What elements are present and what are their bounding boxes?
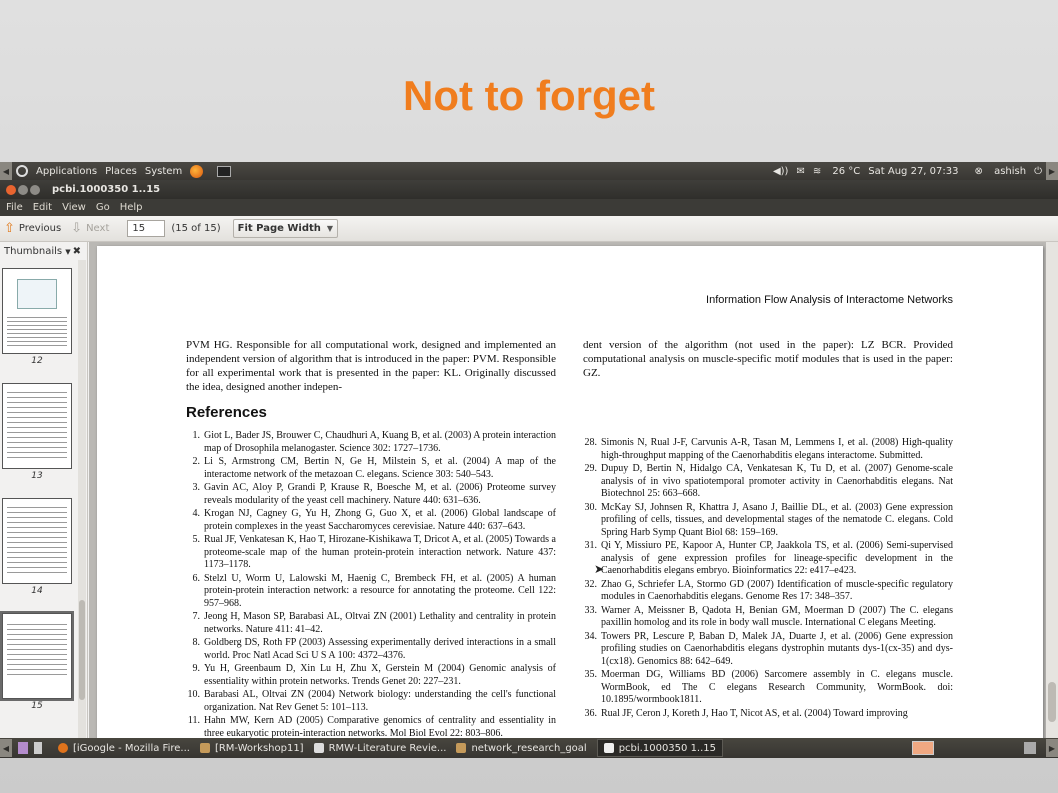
reference-item	[583, 708, 953, 721]
sidebar-scrollbar[interactable]	[78, 260, 86, 738]
next-label: Next	[86, 223, 110, 234]
window-title: pcbi.1000350 1..15	[52, 184, 161, 195]
panel-left-arrow-icon[interactable]: ◀	[0, 162, 12, 180]
thumbnail-page-14[interactable]	[2, 498, 72, 596]
menu-applications[interactable]: Applications	[36, 165, 98, 177]
thumbnail-label: 14	[31, 586, 43, 596]
task-rm-workshop[interactable]	[200, 743, 304, 754]
task-literature-review[interactable]	[314, 743, 447, 754]
mail-icon[interactable]: ✉	[796, 165, 805, 177]
ref-number: 6.	[192, 572, 200, 584]
ref-text: Goldberg DS, Roth FP (2003) Assessing experimentally derived interactions in a small world. Proc Natl Acad Sci U S A 100: 4372–4376.	[204, 637, 556, 661]
close-icon[interactable]: ✖	[72, 245, 81, 257]
contributions-paragraph-right: dent version of the algorithm (not used in the paper): LZ BCR. Provided computational analysis on muscle-specific motif modules that is used in the paper: GZ.	[583, 339, 953, 379]
ref-number: 32.	[584, 578, 597, 590]
mouse-cursor-icon: ➤	[594, 562, 605, 576]
ref-text: Li S, Armstrong CM, Bertin N, Ge H, Milstein S, et al. (2004) A map of the interactome network of the metazoan C. elegans. Science 303: 540–543.	[204, 456, 556, 480]
down-arrow-icon: ⇩	[71, 221, 83, 236]
folder-icon	[456, 743, 466, 753]
thumbnail-image	[2, 613, 72, 699]
power-icon[interactable]: ⏻	[1034, 165, 1042, 177]
volume-icon[interactable]: ◀))	[772, 165, 789, 177]
thumbnail-image	[2, 268, 72, 354]
sidebar-mode-select[interactable]	[4, 246, 71, 257]
firefox-launcher-icon[interactable]	[190, 165, 203, 178]
ref-text: Hahn MW, Kern AD (2005) Comparative genomics of centrality and essentiality in three eukaryotic protein-interaction networks. Mol Biol Evol 22: 803–806.	[204, 715, 556, 738]
task-network-research[interactable]	[456, 743, 586, 754]
zoom-value: Fit Page Width	[237, 223, 321, 234]
menu-places[interactable]: Places	[105, 165, 137, 177]
reference-item	[186, 456, 556, 481]
task-firefox[interactable]	[58, 743, 190, 754]
sidebar-title: Thumbnails	[4, 245, 63, 257]
ref-text: Gavin AC, Aloy P, Grandi P, Krause R, Boesche M, et al. (2006) Proteome survey reveals modularity of the yeast cell machinery. Nature 440: 631–636.	[204, 482, 556, 506]
taskbar-right-arrow-icon[interactable]: ▶	[1046, 739, 1058, 757]
weather-indicator[interactable]: ≋ 26 °C	[812, 165, 861, 177]
slide-title: Not to forget	[403, 72, 655, 119]
ref-text: Giot L, Bader JS, Brouwer C, Chaudhuri A, Kuang B, et al. (2003) A protein interaction map of Drosophila melanogaster. Science 302: 1727–1736.	[204, 430, 556, 454]
thumbnail-label: 12	[31, 356, 43, 366]
previous-button[interactable]	[4, 221, 61, 236]
reference-item	[583, 463, 953, 501]
weather-text: 26 °C	[832, 165, 861, 177]
task-label: [RM-Workshop11]	[214, 742, 304, 754]
reference-item	[583, 669, 953, 707]
task-label: pcbi.1000350 1..15	[618, 742, 717, 754]
ref-number: 4.	[192, 508, 200, 519]
reference-item	[186, 508, 556, 533]
pdf-document-icon	[604, 743, 614, 753]
chevron-down-icon: ▼	[65, 247, 71, 256]
toolbar	[0, 216, 1058, 242]
panel-menus	[12, 165, 243, 178]
menu-bar	[0, 199, 1058, 216]
ref-text: Barabasi AL, Oltvai ZN (2004) Network biology: understanding the cell's functional organization. Nat Rev Genet 5: 101–113.	[204, 689, 556, 713]
ref-text: Stelzl U, Worm U, Lalowski M, Haenig C, Brembeck FH, et al. (2005) A human protein-protein interaction network: a resource for annotating the proteome. Cell 122: 957–968.	[204, 572, 556, 609]
document-scrollbar-thumb[interactable]	[1048, 682, 1056, 722]
ref-text: Warner A, Meissner B, Qadota H, Benian GM, Moerman D (2007) The C. elegans paxillin homolog and its role in body wall muscle. International C elegans Meeting.	[601, 604, 953, 628]
references-list-left	[186, 430, 556, 738]
thumbnail-page-15[interactable]	[2, 613, 72, 711]
reference-item	[186, 534, 556, 572]
thumbnail-label: 13	[31, 471, 43, 481]
reference-item	[583, 502, 953, 540]
page-count: (15 of 15)	[171, 223, 221, 234]
ref-text: Rual JF, Ceron J, Koreth J, Hao T, Nicot AS, et al. (2004) Toward improving	[601, 707, 908, 719]
reference-item	[186, 637, 556, 662]
workspace-switcher-icon[interactable]	[34, 742, 42, 754]
reference-item	[583, 540, 953, 578]
thumbnails-sidebar	[0, 242, 88, 738]
reference-item	[583, 437, 953, 462]
panel-right-arrow-icon[interactable]: ▶	[1046, 162, 1058, 180]
user-icon: ⊗	[974, 165, 983, 177]
reference-item	[186, 715, 556, 738]
firefox-icon	[58, 743, 68, 753]
thumbnail-label: 15	[31, 701, 43, 711]
task-pdf-viewer[interactable]	[597, 739, 723, 757]
reference-item	[186, 482, 556, 507]
ref-number: 9.	[192, 663, 200, 674]
window-maximize-button[interactable]	[30, 185, 40, 195]
reference-item	[583, 579, 953, 604]
references-heading: References	[186, 404, 267, 421]
ref-number: 35.	[584, 669, 597, 680]
window-titlebar[interactable]	[0, 180, 1058, 199]
ref-number: 5.	[192, 534, 200, 545]
clock[interactable]: Sat Aug 27, 07:33	[868, 165, 959, 177]
top-panel	[0, 162, 1058, 180]
ref-text: Jeong H, Mason SP, Barabasi AL, Oltvai ZN (2001) Lethality and centrality in protein networks. Nature 411: 41–42.	[204, 611, 556, 635]
ref-number: 1.	[192, 430, 200, 441]
ref-number: 2.	[192, 456, 200, 467]
menu-file[interactable]: File	[6, 202, 23, 213]
menu-go[interactable]: Go	[95, 202, 110, 213]
ref-text: Simonis N, Rual J-F, Carvunis A-R, Tasan M, Lemmens I, et al. (2008) High-quality high-throughput mapping of the Caenorhabditis elegans interactome. Submitted.	[601, 437, 953, 461]
workspace-indicator[interactable]	[912, 741, 934, 755]
ref-number: 11.	[187, 715, 200, 726]
ref-text: Yu H, Greenbaum D, Xin Lu H, Zhu X, Gerstein M (2004) Genomic analysis of essentiality within protein networks. Trends Genet 20: 227–231.	[204, 663, 556, 687]
zoom-select[interactable]	[233, 219, 338, 238]
reference-item	[583, 631, 953, 669]
ref-text: Rual JF, Venkatesan K, Hao T, Hirozane-Kishikawa T, Dricot A, et al. (2005) Towards a proteome-scale map of the human protein-protein interaction network. Nature 437: 1173–1178.	[204, 534, 556, 570]
document-icon	[314, 743, 324, 753]
desktop-screenshot	[0, 162, 1058, 758]
user-name: ashish	[994, 165, 1027, 177]
pdf-page	[97, 246, 1043, 738]
task-label: network_research_goal	[471, 742, 587, 754]
user-menu[interactable]	[966, 166, 1026, 177]
menu-edit[interactable]: Edit	[32, 202, 53, 213]
ref-number: 28.	[584, 437, 597, 448]
ref-number: 30.	[584, 501, 597, 513]
running-head: Information Flow Analysis of Interactome Networks	[706, 294, 953, 306]
reference-item	[186, 689, 556, 714]
contributions-paragraph-left: PVM HG. Responsible for all computational work, designed and implemented an independent version of algorithm that is introduced in the paper: PVM. Responsible for all experimental work that is presented in the paper: KL. Originally discussed the idea, designed another indepen-	[186, 339, 556, 393]
ref-number: 7.	[192, 611, 200, 622]
trash-icon[interactable]	[1024, 742, 1036, 754]
ref-text: Moerman DG, Williams BD (2006) Sarcomere assembly in C. elegans muscle. WormBook, ed The C elegans Research Community, WormBook. doi: 10.1895/wormbook1811.	[601, 669, 953, 705]
ref-number: 33.	[584, 604, 597, 616]
folder-icon	[200, 743, 210, 753]
document-scrollbar[interactable]	[1046, 242, 1058, 738]
bottom-taskbar	[0, 738, 1058, 758]
ref-number: 31.	[584, 540, 597, 551]
reference-item	[583, 605, 953, 630]
panel-indicators	[765, 166, 1046, 177]
left-column	[186, 338, 556, 738]
thumbnail-image	[2, 498, 72, 584]
window-close-button[interactable]	[6, 185, 16, 195]
ref-text: Zhao G, Schriefer LA, Stormo GD (2007) Identification of muscle-specific regulatory modules in Caenorhabditis elegans. Genome Res 17: 348–357.	[601, 578, 953, 602]
reference-item	[186, 611, 556, 636]
ref-number: 36.	[584, 707, 597, 719]
taskbar-left-arrow-icon[interactable]: ◀	[0, 739, 12, 757]
ref-text: McKay SJ, Johnsen R, Khattra J, Asano J, Baillie DL, et al. (2003) Gene expression profiling of cells, tissues, and developmental stages of the nematode C. elegans. Cold Spring Harb Symp Quant Biol 68: 159–169.	[601, 501, 953, 538]
document-view[interactable]	[89, 242, 1058, 738]
ref-number: 10.	[187, 689, 200, 700]
thumbnail-page-13[interactable]	[2, 383, 72, 481]
menu-view[interactable]: View	[62, 202, 86, 213]
show-desktop-icon[interactable]	[18, 742, 28, 754]
references-list-right	[583, 437, 953, 721]
menu-system[interactable]: System	[144, 165, 183, 177]
ref-text: Krogan NJ, Cagney G, Yu H, Zhong G, Guo X, et al. (2006) Global landscape of protein complexes in the yeast Saccharomyces cerevisiae. Nature 440: 637–643.	[204, 508, 556, 532]
chevron-down-icon: ▼	[326, 224, 334, 233]
ref-number: 29.	[584, 463, 597, 474]
next-button[interactable]	[71, 221, 109, 236]
previous-label: Previous	[18, 223, 62, 234]
sidebar-scrollbar-thumb[interactable]	[79, 600, 85, 700]
task-label: [iGoogle - Mozilla Fire...	[73, 742, 190, 754]
ref-number: 34.	[584, 630, 597, 642]
terminal-launcher-icon[interactable]	[217, 166, 231, 177]
ref-text: Qi Y, Missiuro PE, Kapoor A, Hunter CP, Jaakkola TS, et al. (2006) Semi-supervised analysis of gene expression profiles for lineage-specific development in the Caenorhabditis elegans embryo. Bioinformatics 22: e417–e423.	[601, 540, 953, 576]
task-label: RMW-Literature Revie...	[328, 742, 447, 754]
ref-text: Dupuy D, Bertin N, Hidalgo CA, Venkatesan K, Tu D, et al. (2007) Genome-scale analysis of in vivo spatiotemporal promoter activity in Caenorhabditis elegans. Nat Biotechnol 25: 663–668.	[601, 463, 953, 499]
ref-text: Towers PR, Lescure P, Baban D, Malek JA, Duarte J, et al. (2006) Gene expression profiling studies on Caenorhabditis elegans dystrophin mutants dys-1(cx-35) and dys-1(cx18). Genomics 88: 642–649.	[601, 630, 953, 667]
window-minimize-button[interactable]	[18, 185, 28, 195]
reference-item	[186, 430, 556, 455]
right-column	[583, 338, 953, 380]
menu-help[interactable]: Help	[119, 202, 143, 213]
page-number-input[interactable]: 15	[127, 220, 165, 237]
thumbnail-page-12[interactable]	[2, 268, 72, 366]
sidebar-header	[0, 242, 87, 260]
reference-item	[186, 573, 556, 611]
ubuntu-logo-icon	[16, 165, 28, 177]
ref-number: 8.	[192, 637, 200, 648]
up-arrow-icon: ⇧	[4, 221, 15, 236]
reference-item	[186, 663, 556, 688]
thumbnail-image	[2, 383, 72, 469]
ref-number: 3.	[192, 482, 200, 493]
